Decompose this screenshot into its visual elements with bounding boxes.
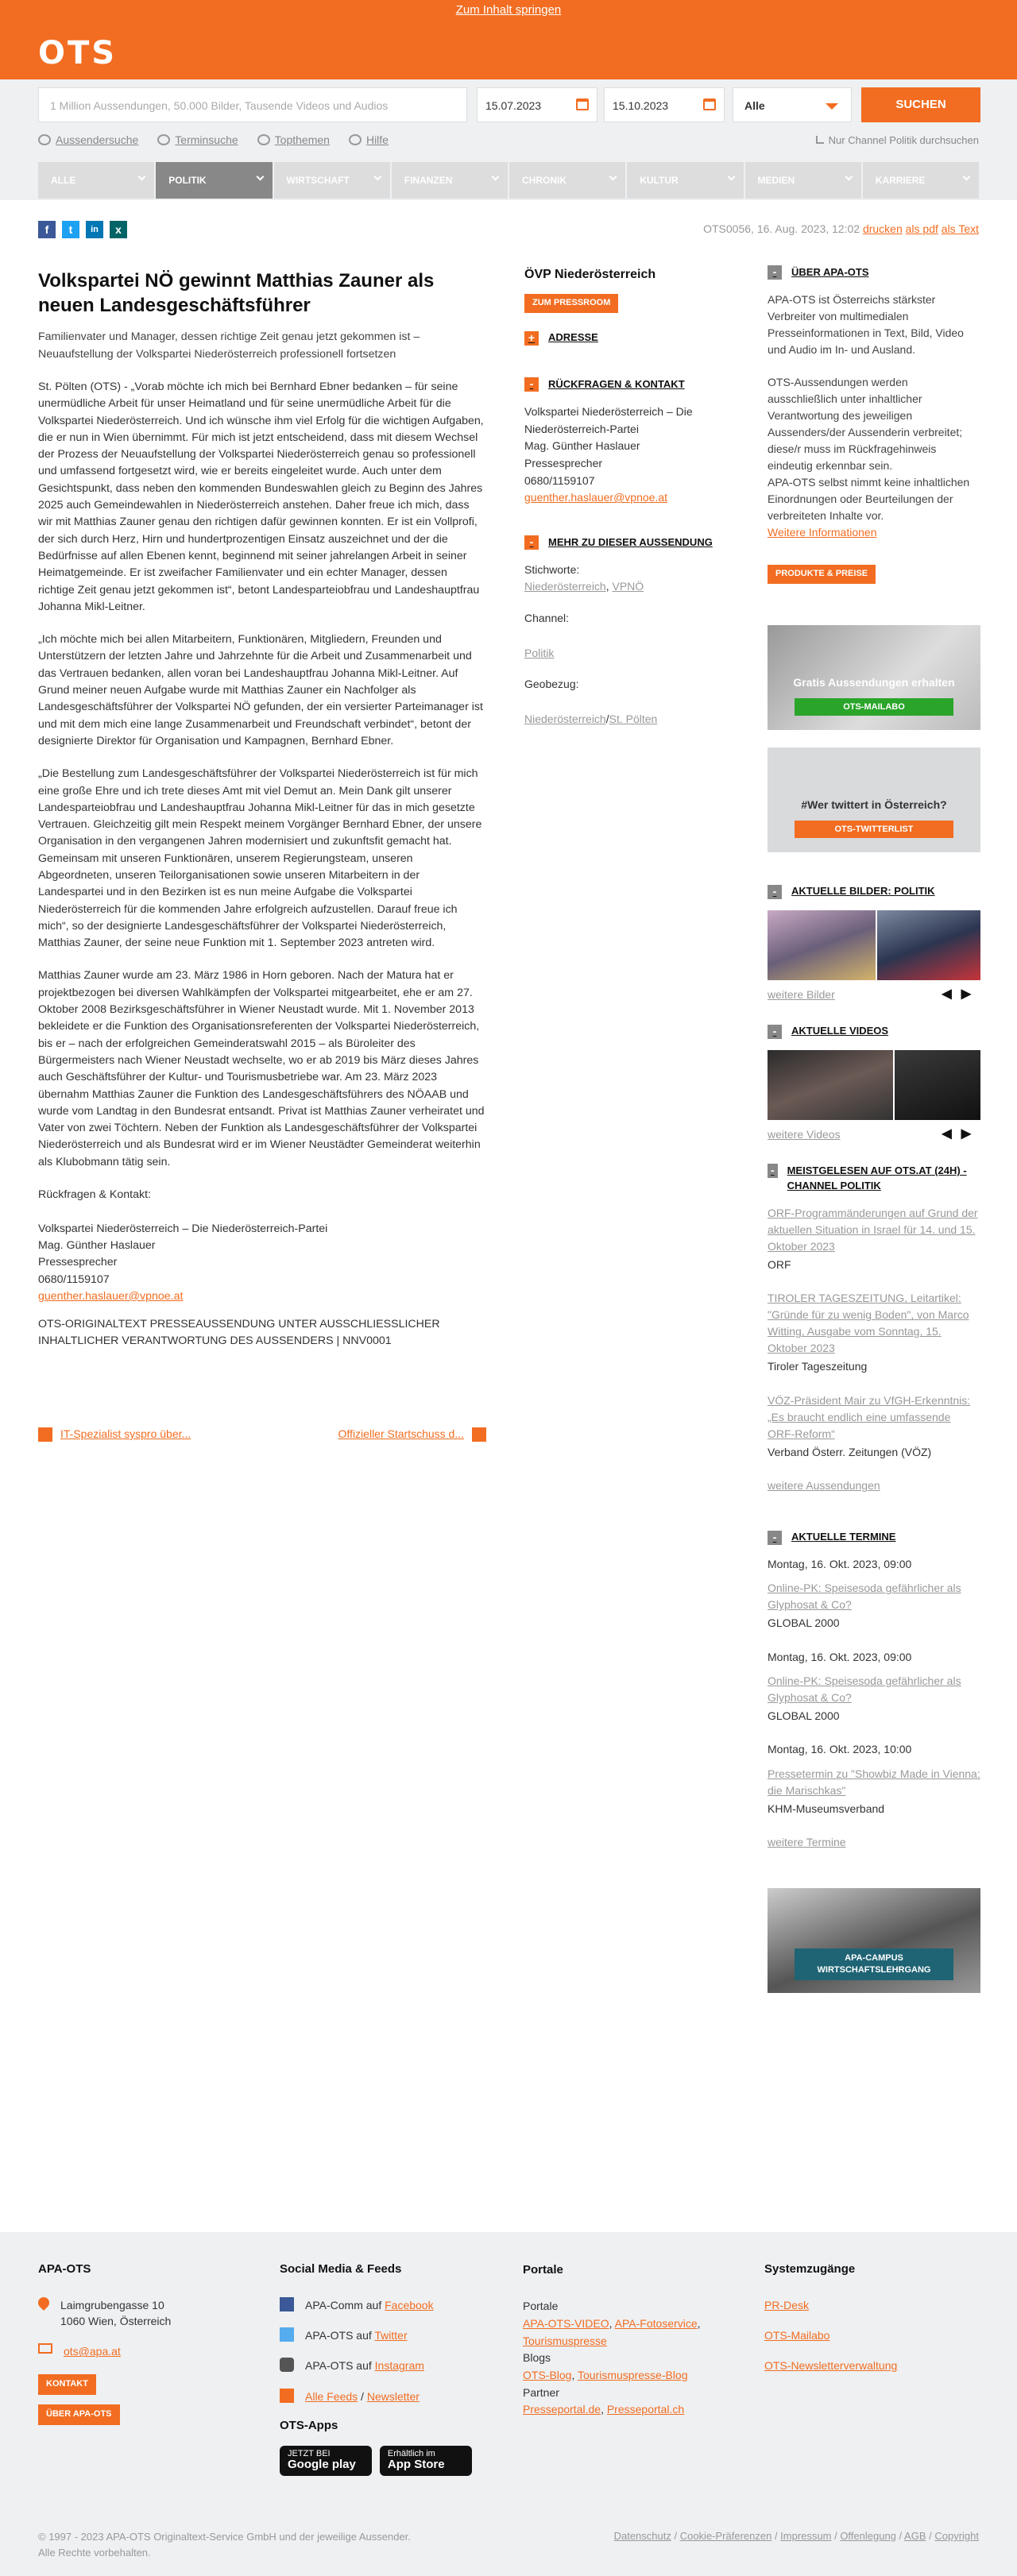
sender-name: ÖVP Niederösterreich: [524, 268, 656, 281]
carousel-arrows-icon[interactable]: ◀▶: [942, 987, 980, 1002]
keyword-link[interactable]: Niederösterreich: [524, 580, 606, 593]
address-toggle[interactable]: + ADRESSE: [524, 330, 739, 346]
pressroom-button[interactable]: ZUM PRESSROOM: [524, 294, 618, 313]
more-videos-link[interactable]: weitere Videos: [768, 1127, 841, 1141]
sublink-aussendersuche[interactable]: Aussendersuche: [38, 132, 138, 148]
share-bar: [38, 221, 127, 238]
article-paragraph: „Die Bestellung zum Landesgeschäftsführer der Volkspartei Niederösterreich ist für mich eine große Ehre und ich trete dieses Amt mit viel Demut an. Mein Dank gilt unserer Landesparteiobfrau und Landeshauptfrau Johanna Mikl-Leitner für das in mich gesetzte Vertrauen. Gleichzeitig gilt mein Respekt meinem Vorgänger Bernhard Ebner, der unsere Organisation in den vergangenen Jahren modernisiert und zukunftsfit gemacht hat. Gemeinsam mit unseren Funktionären, unserem Regierungsteam, unseren Abgeordneten, unseren Teilorganisationen sowie unseren Mitarbeitern in der Landespartei und in den Bezirken ist es nun meine Aufgabe die Volkspartei Niederösterreich für die kommenden Jahre erfolgreich aufzustellen. Darauf freue ich mich“, so der designierte Landesgeschäftsführer der Volkspartei Niederösterreich, Matthias Zauner, der seine neue Funktion mit 1. September 2023 antreten wird.: [38, 767, 482, 950]
facebook-icon[interactable]: f: [38, 221, 56, 238]
more-info-link[interactable]: Weitere Informationen: [768, 526, 877, 539]
prdesk-link[interactable]: PR-Desk: [764, 2298, 810, 2311]
nav-alle[interactable]: ALLE: [38, 162, 156, 199]
geo-info: Geobezug: Niederösterreich/St. Pölten: [524, 678, 658, 725]
products-button[interactable]: PRODUKTE & PREISE: [768, 565, 876, 584]
skip-to-content-link[interactable]: Zum Inhalt springen: [455, 3, 562, 17]
minus-icon: -: [524, 377, 539, 392]
twitter-icon: [280, 2327, 294, 2342]
legal-link[interactable]: AGB: [904, 2530, 926, 2542]
carousel-arrows-icon[interactable]: ◀▶: [942, 1127, 980, 1141]
app-store-badge[interactable]: Erhältlich im App Store: [380, 2446, 472, 2476]
most-read-item: TIROLER TAGESZEITUNG, Leitartikel: "Gründe für zu wenig Boden", von Marco Witting, Ausgabe vom Sonntag, 15. Oktober 2023 Tiroler Tageszeitung: [768, 1292, 969, 1373]
twitterlist-banner[interactable]: #Wer twittert in Österreich? OTS-TWITTERLIST: [768, 747, 980, 852]
twitter-icon[interactable]: t: [62, 221, 79, 238]
portal-link[interactable]: APA-OTS-VIDEO: [523, 2316, 609, 2330]
newsletter-admin-link[interactable]: OTS-Newsletterverwaltung: [764, 2359, 898, 2373]
images-pager: [768, 985, 980, 1003]
footer-col-system: Systemzugänge PR-Desk OTS-Mailabo OTS-Newsletterverwaltung: [764, 2261, 971, 2389]
plus-icon: +: [524, 331, 539, 346]
footer-email-link[interactable]: ots@apa.at: [64, 2345, 121, 2358]
legal-link[interactable]: Impressum: [780, 2530, 832, 2542]
image-thumbnail[interactable]: [877, 910, 980, 980]
nav-politik[interactable]: POLITIK: [156, 162, 273, 199]
keywords: Stichworte: Niederösterreich, VPNÖ: [524, 562, 644, 593]
more-events-link[interactable]: weitere Termine: [768, 1835, 846, 1848]
google-play-badge[interactable]: JETZT BEI Google play: [280, 2446, 372, 2476]
footer-col-social: Social Media & Feeds APA-Comm auf Facebook APA-OTS auf Twitter APA-OTS auf Instagram Alle Feeds / Newsletter OTS-Apps JETZT BEI Google play Erhältlich im App Store: [280, 2261, 486, 2476]
pdf-link[interactable]: als pdf: [905, 222, 938, 235]
next-article[interactable]: Offizieller Startschuss d...: [338, 1426, 486, 1442]
location-icon: [36, 2295, 52, 2311]
partner-link[interactable]: Presseportal.de: [523, 2403, 601, 2416]
sender-contact: Volkspartei Niederösterreich – Die Niederösterreich-Partei Mag. Günther Haslauer Pressesprecher 0680/1159107 guenther.haslauer@vpnoe.at: [524, 404, 693, 504]
contact-button[interactable]: KONTAKT: [38, 2374, 96, 2395]
most-read-item: ORF-Programmänderungen auf Grund der aktuellen Situation in Israel für 14. und 15. Oktober 2023 ORF: [768, 1207, 978, 1272]
footer-col-apa: APA-OTS Laimgrubengasse 10 1060 Wien, Österreich ots@apa.at KONTAKT ÜBER APA-OTS: [38, 2261, 245, 2435]
most-read-toggle[interactable]: - MEISTGELESEN AUF OTS.AT (24H) - CHANNEL POLITIK: [768, 1164, 980, 1194]
article-contact: Rückfragen & Kontakt: Volkspartei Niederösterreich – Die Niederösterreich-Partei Mag. Günther Haslauer Pressesprecher 0680/1159107 guenther.haslauer@vpnoe.at: [38, 1188, 328, 1303]
video-thumbnails: [768, 1050, 980, 1120]
twitterlist-button[interactable]: OTS-TWITTERLIST: [795, 821, 953, 838]
image-thumbnails: [768, 910, 980, 980]
footer-col-portale: Portale Portale APA-OTS-VIDEO, APA-Fotoservice, Tourismuspresse Blogs OTS-Blog, Tourismuspresse-Blog Partner Presseportal.de, Presseportal.ch: [523, 2263, 701, 2416]
mailabo-link[interactable]: OTS-Mailabo: [764, 2329, 830, 2342]
legal-link[interactable]: Copyright: [934, 2530, 979, 2542]
videos-toggle[interactable]: - AKTUELLE VIDEOS: [768, 1024, 980, 1039]
campus-label: APA-CAMPUS WIRTSCHAFTSLEHRGANG: [795, 1948, 953, 1980]
sidebar: [768, 265, 980, 2010]
feeds-link[interactable]: Alle Feeds: [305, 2389, 358, 2403]
print-link[interactable]: drucken: [862, 222, 903, 235]
mail-icon: [38, 2343, 52, 2354]
image-thumbnail[interactable]: [768, 910, 876, 980]
channel-only-checkbox[interactable]: Nur Channel Politik durchsuchen: [816, 133, 979, 149]
more-releases-link[interactable]: weitere Aussendungen: [768, 1479, 880, 1493]
channel-info: Channel: Politik: [524, 612, 570, 659]
minus-icon: -: [768, 265, 782, 280]
minus-icon: -: [768, 885, 782, 899]
article-lead: Familienvater und Manager, dessen richtige Zeit genau jetzt gekommen ist – Neuaufstellung der Volkspartei Niederösterreich professionell fortsetzen: [38, 330, 420, 361]
legal-links: Datenschutz / Cookie-Präferenzen / Impressum / Offenlegung / AGB / Copyright: [613, 2530, 979, 2542]
rss-icon: [280, 2389, 294, 2403]
campus-banner[interactable]: [768, 1888, 980, 1993]
video-thumbnail[interactable]: [768, 1050, 893, 1120]
event-item: Montag, 16. Okt. 2023, 09:00 Online-PK: Speisesoda gefährlicher als Glyphosat & Co? GLOBAL 2000: [768, 1556, 980, 1632]
about-text: OTS-Aussendungen werden ausschließlich unter inhaltlicher Verantwortung des jeweiligen Aussenders/der Aussenderin verbreitet; diese/r muss im Rückfragehinweis eindeutig erkennbar sein.: [768, 376, 963, 473]
article-paragraph: „Ich möchte mich bei allen Mitarbeitern, Funktionären, Mitgliedern, Freunden und Unterstützern der letzten Jahre und Jahrzehnte für die Arbeit und Zusammenarbeit und das Vertrauen bedanken, allen voran bei Landeshauptfrau Johanna Mikl-Leitner. Auf Grund meiner neuen Aufgabe wurde mit Matthias Zauner ein Nachfolger als Landesgeschäftsführer der Volkspartei NÖ gefunden, der ein versierter Parteimanager ist und mit dem mich eine lange Zusammenarbeit und Freundschaft verbindet“, betont der designierte Direktor für Organisation und Kampagnen, Bernhard Ebner.: [38, 633, 483, 747]
events-toggle[interactable]: - AKTUELLE TERMINE: [768, 1530, 980, 1545]
minus-icon: -: [768, 1531, 782, 1545]
xing-icon[interactable]: x: [110, 221, 127, 238]
more-toggle[interactable]: - MEHR ZU DIESER AUSSENDUNG: [524, 535, 739, 550]
text-link[interactable]: als Text: [941, 222, 979, 235]
event-item: Montag, 16. Okt. 2023, 10:00 Pressetermin zu "Showbiz Made in Vienna: die Marischkas" KHM-Museumsverband: [768, 1743, 980, 1815]
article-id-date: OTS0056, 16. Aug. 2023, 12:02: [703, 222, 860, 235]
partner-link[interactable]: Presseportal.ch: [606, 2403, 685, 2416]
search-input[interactable]: 1 Million Aussendungen, 50.000 Bilder, Tausende Videos und Audios: [38, 87, 467, 122]
portal-link[interactable]: Tourismuspresse: [523, 2334, 607, 2347]
nav-karriere[interactable]: KARRIERE: [863, 162, 980, 199]
date-from-value: 15.07.2023: [485, 99, 542, 112]
arrow-left-icon[interactable]: [38, 1427, 52, 1442]
twitter-link[interactable]: Twitter: [374, 2329, 408, 2342]
article-paragraph: Matthias Zauner wurde am 23. März 1986 in Horn geboren. Nach der Matura hat er projektbezogen bei diversen Wahlkämpfen der Volkspartei mitgearbeitet, ehe er am 27. Oktober 2008 Bezirksgeschäftsführer in Wiener Neustadt wurde. Mit 1. November 2013 bekleidete er die Funktion des Organisationsreferenten der Volkspartei Niederösterreich, bis er – nach der erfolgreichen Gemeinderatswahl 2015 – als Büroleiter des Bürgermeisters nach Wiener Neustadt wechselte, wo er ab 2019 bis März dieses Jahres auch Geschäftsführer der Kultur- und Tourismusbetriebe war. Am 23. März 2023 übernahm Matthias Zauner die Funktion des Landesgeschäftsführers des NÖAAB und wurde vom Landtag in den Bundesrat entsandt. Privat ist Matthias Zauner verheiratet und Vater von zwei Töchtern. Neben der Funktion als Landesgeschäftsführer der Volkspartei Niederösterreich und als Bundesrat wird er im Wiener Neustädter Gemeinderat weiterhin als Klubobmann tätig sein.: [38, 969, 485, 1168]
facebook-link[interactable]: Facebook: [385, 2298, 434, 2311]
legal-link[interactable]: Cookie-Präferenzen: [679, 2530, 772, 2542]
nav-medien[interactable]: MEDIEN: [745, 162, 863, 199]
sender-email-link[interactable]: guenther.haslauer@vpnoe.at: [524, 491, 668, 504]
newsletter-link[interactable]: Newsletter: [366, 2389, 420, 2403]
sublink-hilfe[interactable]: Hilfe: [349, 132, 389, 148]
videos-pager: [768, 1125, 980, 1143]
blog-link[interactable]: OTS-Blog: [523, 2369, 572, 2381]
about-button[interactable]: ÜBER APA-OTS: [38, 2404, 120, 2425]
date-to-value: 15.10.2023: [613, 99, 669, 112]
contact-toggle[interactable]: - RÜCKFRAGEN & KONTAKT: [524, 377, 739, 392]
prev-article[interactable]: IT-Spezialist syspro über...: [38, 1427, 191, 1440]
search-button[interactable]: SUCHEN: [861, 87, 980, 122]
about-text: APA-OTS selbst nimmt keine inhaltlichen Einordnungen oder Beurteilungen der verbreiteten Inhalte vor.: [768, 476, 970, 523]
more-images-link[interactable]: weitere Bilder: [768, 987, 835, 1001]
article-meta: [703, 221, 979, 237]
sender-info: [524, 265, 739, 745]
prev-next-nav: [38, 1426, 486, 1442]
portal-link[interactable]: APA-Fotoservice: [614, 2316, 698, 2330]
copyright: © 1997 - 2023 APA-OTS Originaltext-Service GmbH und der jeweilige Aussender. Alle Rechte vorbehalten.: [38, 2531, 411, 2559]
event-item: Montag, 16. Okt. 2023, 09:00 Online-PK: Speisesoda gefährlicher als Glyphosat & Co? GLOBAL 2000: [768, 1649, 980, 1724]
article-title: Volkspartei NÖ gewinnt Matthias Zauner als neuen Landesgeschäftsführer: [38, 270, 435, 317]
legal-link[interactable]: Offenlegung: [840, 2530, 896, 2542]
nav-chronik[interactable]: CHRONIK: [509, 162, 627, 199]
nav-kultur[interactable]: KULTUR: [627, 162, 744, 199]
video-thumbnail[interactable]: [895, 1050, 980, 1120]
channel-link[interactable]: Politik: [524, 646, 555, 659]
legal-link[interactable]: Datenschutz: [613, 2530, 671, 2542]
linkedin-icon[interactable]: in: [86, 221, 103, 238]
keyword-link[interactable]: VPNÖ: [612, 580, 644, 593]
minus-icon: -: [768, 1164, 778, 1178]
geo-link[interactable]: St. Pölten: [609, 712, 658, 725]
about-text: APA-OTS ist Österreichs stärkster Verbreiter von multimedialen Presseinformationen in Text, Bild, Video und Audio im In- und Ausland.: [768, 292, 964, 356]
mailabo-banner[interactable]: Gratis Aussendungen erhalten OTS-MAILABO: [768, 625, 980, 730]
article: [38, 268, 486, 1366]
minus-icon: -: [768, 1025, 782, 1039]
about-toggle[interactable]: - ÜBER APA-OTS: [768, 265, 980, 280]
sublink-topthemen[interactable]: Topthemen: [257, 132, 330, 148]
facebook-icon: [280, 2297, 294, 2311]
article-footnote: OTS-ORIGINALTEXT PRESSEAUSSENDUNG UNTER AUSSCHLIESSLICHER INHALTLICHER VERANTWORTUNG DES AUSSENDERS | NNV0001: [38, 1318, 440, 1348]
blog-link[interactable]: Tourismuspresse-Blog: [578, 2369, 688, 2381]
sublink-terminsuche[interactable]: Terminsuche: [157, 132, 238, 148]
instagram-icon: [280, 2358, 294, 2372]
nav-wirtschaft[interactable]: WIRTSCHAFT: [274, 162, 392, 199]
images-toggle[interactable]: - AKTUELLE BILDER: POLITIK: [768, 884, 980, 899]
most-read-item: VÖZ-Präsident Mair zu VfGH-Erkenntnis: „Es braucht endlich eine umfassende ORF-Reform“ Verband Österr. Zeitungen (VÖZ): [768, 1393, 971, 1458]
instagram-link[interactable]: Instagram: [374, 2359, 424, 2373]
nav-finanzen[interactable]: FINANZEN: [392, 162, 509, 199]
category-select-value: Alle: [744, 99, 765, 112]
ots-logo[interactable]: OTS: [38, 35, 118, 71]
footer: [0, 2232, 1017, 2576]
geo-link[interactable]: Niederösterreich: [524, 712, 606, 725]
minus-icon: -: [524, 535, 539, 550]
contact-email-link[interactable]: guenther.haslauer@vpnoe.at: [38, 1289, 184, 1303]
mailabo-button[interactable]: OTS-MAILABO: [795, 698, 953, 716]
article-paragraph: St. Pölten (OTS) - „Vorab möchte ich mich bei Bernhard Ebner bedanken – für seine unermüdliche Arbeit für unser Heimatland und für seine unermüdliche Arbeit für die Volkspartei Niederösterreich. Und ich wünsche ihm viel Erfolg für die wichtigen Aufgaben, die er nun in Wien übernimmt. Für mich ist jetzt entscheidend, dass mit diesem Wechsel der Prozess der Neuaufstellung der Volkspartei Niederösterreich genau so professionell und umfassend fortgesetzt wird, wie er bereits eingeleitet wurde. Auch unter dem Gesichtspunkt, dass neben den kommenden Bundeswahlen gleich zu Beginn des Jahres 2025 auch Gemeindewahlen in Niederösterreich anstehen. Daher freue ich mich, dass wir mit Matthias Zauner genau den richtigen dafür gewinnen konnten. Er ist ein Vollprofi, der sich durch Herz, Hirn und hundertprozentigen Einsatz auszeichnet und der die Bedürfnisse auf allen Ebenen kennt, beginnend mit seiner jahrelangen Arbeit in seiner Heimatgemeinde. Er ist zweifacher Familienvater und ein echter Manager, dessen richtige Zeit genau jetzt gekommen ist“, betont Landesparteiobfrau und Landeshauptfrau Johanna Mikl-Leitner.: [38, 380, 484, 613]
arrow-right-icon[interactable]: [472, 1427, 486, 1442]
